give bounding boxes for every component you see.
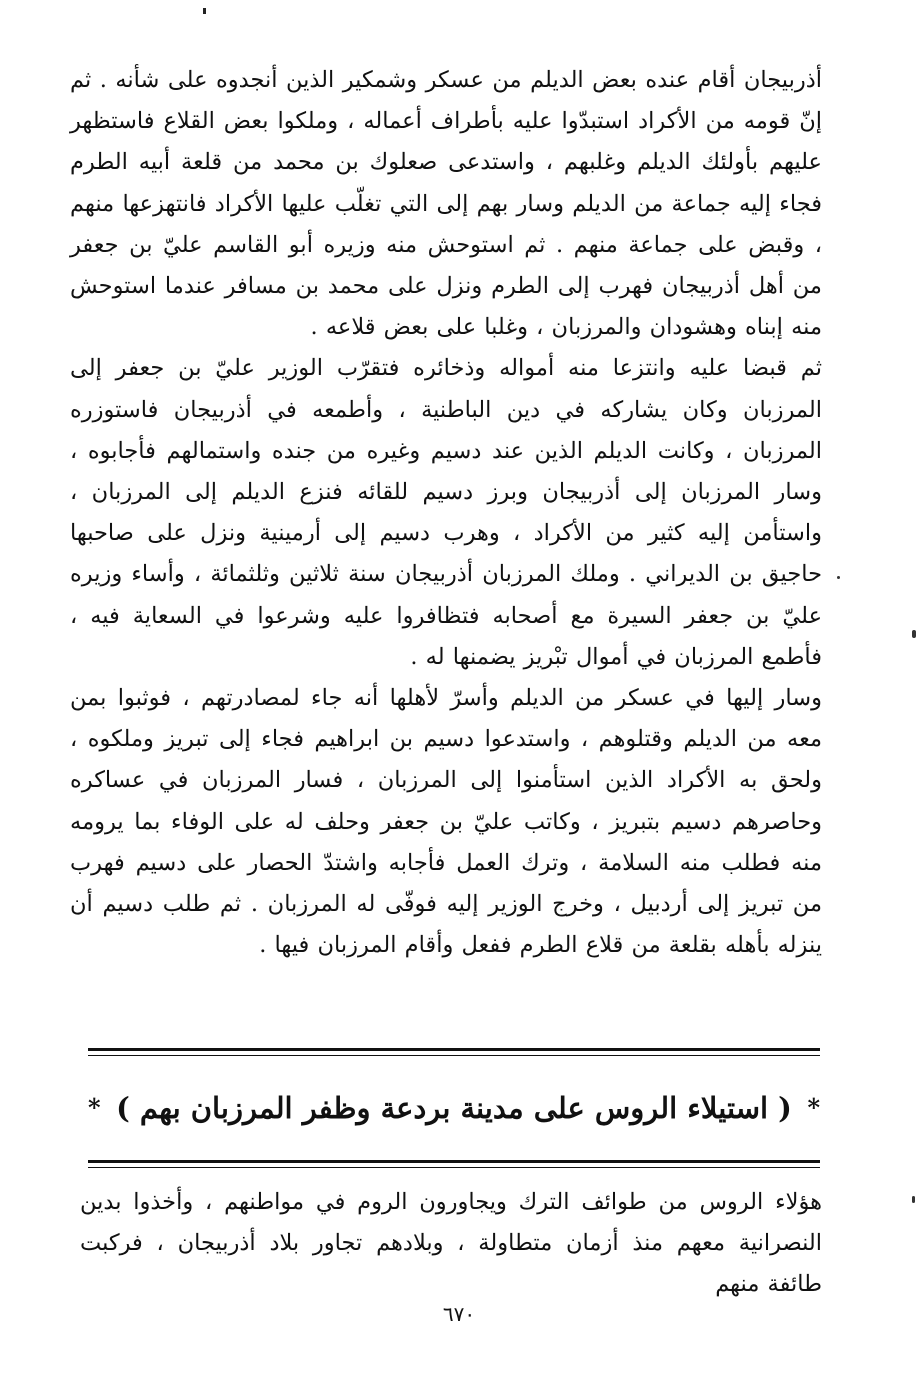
paragraph-1: أذربيجان أقام عنده بعض الديلم من عسكر وشمكير الذين أنجدوه على شأنه . ثم إنّ قومه من الأكراد استبدّوا عليه بأطراف أعماله ، وملكوا بعض القلاع فاستظهر عليهم بأولئك الديلم وغلبهم ، واستدعى صعلوك بن محمد من قلعة أبيه الطرم فجاء إليه جماعة من الديلم وسار بهم إلى التي تغلّب عليها الأكراد فانتهزعها منهم ، وقبض على جماعة منهم . ثم استوحش منه وزيره أبو القاسم عليّ بن جعفر من أهل أذربيجان فهرب إلى الطرم ونزل على محمد بن مسافر عندما استوحش منه إبناه وهشودان والمرزبان ، وغلبا على بعض قلاعه .	[70, 67, 822, 341]
section-heading	[88, 1078, 820, 1138]
paragraph-2: ثم قبضا عليه وانتزعا منه أمواله وذخائره فتقرّب الوزير عليّ بن جعفر إلى المرزبان وكان يشاركه في دين الباطنية ، وأطمعه في أذربيجان فاستوزره المرزبان ، وكانت الديلم الذين عند دسيم وغيره من جنده واستمالهم فأجابوه ، وسار المرزبان إلى أذربيجان وبرز دسيم للقائه فنزع الديلم إلى المرزبان ، واستأمن إليه كثير من الأكراد ، وهرب دسيم إلى أرمينية ونزل على صاحبها حاجيق بن الديراني . وملك المرزبان أذربيجان سنة ثلاثين وثلثمائة ، وأساء وزيره عليّ بن جعفر السيرة مع أصحابه فتظافروا عليه وشرعوا في السعاية فيه ، فأطمع المرزبان في أموال تبْريز يضمنها له .	[70, 355, 822, 670]
heading-star-left: *	[88, 1093, 101, 1122]
page-number: ٦٧٠	[442, 1302, 476, 1326]
margin-dot	[837, 576, 840, 579]
top-divider-rule	[88, 1048, 820, 1051]
heading-star-right: *	[807, 1093, 820, 1122]
section-paragraph: هؤلاء الروس من طوائف الترك ويجاورون الروم في مواطنهم ، وأخذوا بدين النصرانية معهم منذ أزمان متطاولة ، وبلادهم تجاور بلاد أذربيجان ، فركبت طائفة منهم	[80, 1189, 822, 1298]
edge-mark	[912, 630, 916, 638]
page-speck	[203, 8, 206, 14]
section-text	[80, 1182, 822, 1306]
heading-title: ( استيلاء الروس على مدينة بردعة وظفر المرزبان بهم )	[116, 1091, 792, 1125]
main-text	[70, 60, 822, 966]
paragraph-3: وسار إليها في عسكر من الديلم وأسرّ لأهلها أنه جاء لمصادرتهم ، فوثبوا بمن معه من الديلم وقتلوهم ، واستدعوا دسيم بن ابراهيم فجاء إلى تبريز وملكوه ، ولحق به الأكراد الذين استأمنوا إلى المرزبان ، فسار المرزبان في عساكره وحاصرهم دسيم بتبريز ، وكاتب عليّ بن جعفر وحلف له على الوفاء بما يرومه منه فطلب منه السلامة ، وترك العمل فأجابه واشتدّ الحصار على دسيم فهرب من تبريز إلى أردبيل ، وخرج الوزير إليه فوفّى له المرزبان . ثم طلب دسيم أن ينزله بأهله بقلعة من قلاع الطرم ففعل وأقام المرزبان فيها .	[70, 685, 822, 959]
bottom-divider-rule	[88, 1160, 820, 1163]
edge-mark-lower	[912, 1196, 915, 1203]
